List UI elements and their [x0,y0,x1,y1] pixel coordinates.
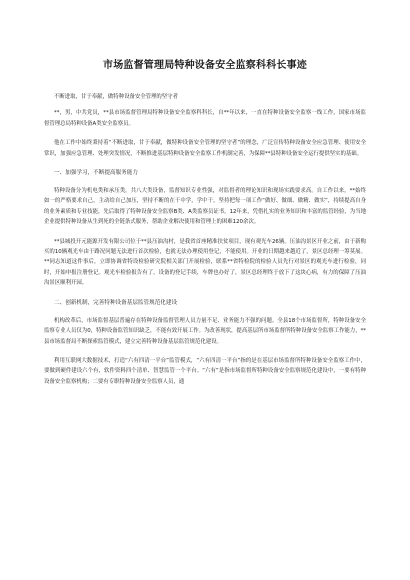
section-2-paragraph-1: 机构改革后，市场监督基层普遍存在特种设备监督管理人员力量不足、业务能力不强的问题。全县18个市场监督所，特种设备安全监察专业人员仅为0，特种设备监管知识缺乏，不能有效开展工作。为改善现状，提高基层所市场监督所特种设备安全监察工作能力，**县市场监督局不断探索监管模式，建立完善特种设备基层监管规范化建设。 [44,317,366,345]
document-title: 市场监督管理局特种设备安全监察科科长事迹 [103,60,307,71]
section-heading-2: 二、创新机制，完善特种设备基层监管规范化建设 [54,299,178,306]
intro-paragraph-2: 他在工作中始终秉持着“不断进取，甘于奉献，做特种设备安全管理的坚守者”的理念，广泛宣传特种设备安全应急管理、使用安全常识，加强应急管理、处理突发情况，不断推进基层特种设备安全监察工作机制完善，为保障**县特种设备安全运行提供坚实的基础。 [44,140,366,157]
section-1-paragraph-1: 特种设备分为机电类和承压类，共八大类设备，监督知识专业性强，对监督者的理论知识和现场实践要求高。自工作以来，**始终如一的严格要求自己，主动给自己加压，坚持不断的在干中学，学中干，坚持把每一项工作“做好、做细、做精、做实”，持续提高自身的业务素质和专业技能，先后取得了特种设备安全监察B类、A类监察员证书。12年来，凭借扎实的业务知识和丰富的监管经验，为当地企业提供特种设备从生到死的全链条式服务，帮助企业解决使用和管理上的困难120余次。 [44,188,366,226]
section-2-paragraph-2: 利用互联网大数据技术，打造“六有四清一平台”监管模式，“六有四清一平台”指的是在基层市场监督所特种设备安全监察工作中，要做到硬件建设六个有，软件资料四个清单、智慧监管一个平台。“六有”是指市场监督所特种设备安全监察规范化建设中，一要有特种设备安全监察机构；二要有专职特种设备安全监察人员，通 [44,357,366,385]
section-1-paragraph-2: **县城投开元能源开发有限公司位于**县压油沟村，是我省首座精准扶贫项目，现有观光车26辆。压油沟景区开业之前，由于新购买的10辆观光车由于路况问题无法进行首次检验，也就无法办理使用登记，不能使用。开业的日期越来越近了，景区总经理一筹莫展。**同志知道这件事后，立即协调省特设检验研究院相关部门开展检验，联系**省特检院的检验人员先行对景区的观光车进行检验，同时，开始申报注册登记。观光车检验报告有了，设备的登记手续，车牌也办好了，景区总经理终于放下了这块心病，有力的保障了压油沟景区顺利开园。 [44,238,366,287]
section-heading-1: 一、加强学习，不断提高服务能力 [54,170,138,177]
intro-paragraph-1: **，男，中共党员，**县市场监督管理局特种设备安全监察科科长，自**年以来，一直在特种设备安全监察一线工作，国家市场监督管理总局特种设备A类安全监察员。 [44,110,366,127]
document-subtitle: 不断进取，甘于奉献，做特种设备安全管理的坚守者 [54,94,178,100]
